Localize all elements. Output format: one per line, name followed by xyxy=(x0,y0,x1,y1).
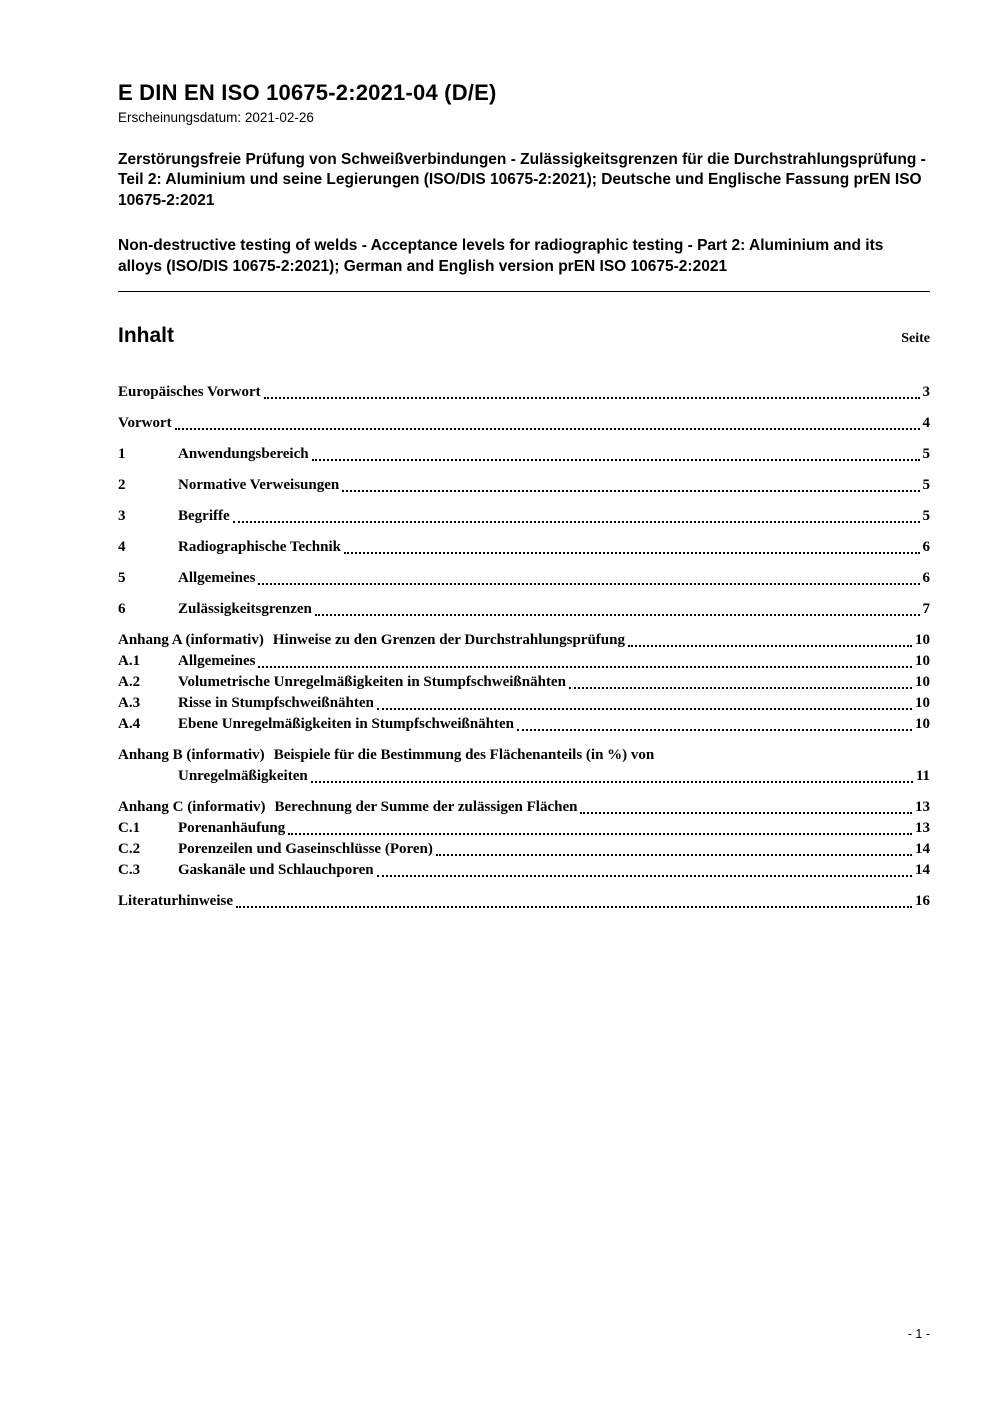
toc-entry-number: C.2 xyxy=(118,841,141,858)
toc-entry-number: 1 xyxy=(118,446,126,463)
dot-leader xyxy=(342,490,919,492)
toc-entry xyxy=(118,797,930,818)
toc-entry-label: Porenzeilen und Gaseinschlüsse (Poren) xyxy=(178,841,433,858)
dot-leader xyxy=(569,687,912,689)
toc-entry-label: Volumetrische Unregelmäßigkeiten in Stumpfschweißnähten xyxy=(178,674,566,691)
toc-entry-label: Allgemeines xyxy=(178,570,256,587)
german-title: Zerstörungsfreie Prüfung von Schweißverbindungen - Zulässigkeitsgrenzen für die Durchstrahlungsprüfung - Teil 2: Aluminium und seine Legierungen (ISO/DIS 10675-2:2021); Deutsche und Englische Fassung prEN ISO 10675-2:2021 xyxy=(118,151,926,209)
dot-leader xyxy=(344,552,920,554)
toc-page-number: 11 xyxy=(915,768,930,785)
dot-leader xyxy=(517,729,912,731)
toc-entry-label: Berechnung der Summe der zulässigen Flächen xyxy=(274,799,578,816)
toc-page-number: 10 xyxy=(915,695,930,712)
dot-leader xyxy=(264,397,920,399)
toc-entry xyxy=(118,506,930,527)
toc-entry-label: Unregelmäßigkeiten xyxy=(178,768,308,785)
dot-leader xyxy=(312,459,920,461)
toc-entry-label: Risse in Stumpfschweißnähten xyxy=(178,695,374,712)
toc-entry-number: Anhang B (informativ) xyxy=(118,747,265,764)
toc-entry-label: Literaturhinweise xyxy=(118,893,233,910)
toc-entry-number: C.3 xyxy=(118,862,141,879)
toc-heading: Inhalt xyxy=(118,324,174,348)
toc-entry-number: A.2 xyxy=(118,674,141,691)
toc-entry xyxy=(118,630,930,651)
toc-entry xyxy=(118,651,930,672)
dot-leader xyxy=(175,428,920,430)
toc-entry xyxy=(118,475,930,496)
toc-entry-label: Vorwort xyxy=(118,415,172,432)
toc-entry xyxy=(118,568,930,589)
toc-page-number: 5 xyxy=(922,508,930,525)
dot-leader xyxy=(377,875,912,877)
toc-entry-label: Gaskanäle und Schlauchporen xyxy=(178,862,374,879)
toc-entry-label: Zulässigkeitsgrenzen xyxy=(178,601,312,618)
toc-entry-number: 5 xyxy=(118,570,126,587)
dot-leader xyxy=(236,906,912,908)
toc-entry-number: 4 xyxy=(118,539,126,556)
page-column-label: Seite xyxy=(901,331,930,347)
toc-page-number: 14 xyxy=(915,841,930,858)
dot-leader xyxy=(436,854,912,856)
toc-entry-number: A.4 xyxy=(118,716,141,733)
toc-entry xyxy=(118,444,930,465)
dot-leader xyxy=(258,666,912,668)
document-title: E DIN EN ISO 10675-2:2021-04 (D/E) xyxy=(118,80,497,105)
toc-entry-number: A.1 xyxy=(118,653,141,670)
toc-header xyxy=(118,324,930,348)
table-of-contents xyxy=(118,382,930,912)
toc-entry xyxy=(118,693,930,714)
toc-entry xyxy=(118,599,930,620)
toc-page-number: 6 xyxy=(922,539,930,556)
toc-entry xyxy=(118,714,930,735)
toc-page-number: 16 xyxy=(915,893,930,910)
toc-page-number: 13 xyxy=(915,820,930,837)
toc-entry-number: A.3 xyxy=(118,695,141,712)
toc-entry-label: Normative Verweisungen xyxy=(178,477,340,494)
toc-entry xyxy=(118,382,930,403)
toc-entry-number: Anhang C (informativ) xyxy=(118,799,266,816)
publication-date: Erscheinungsdatum: 2021-02-26 xyxy=(118,110,314,125)
toc-page-number: 10 xyxy=(915,716,930,733)
english-title: Non-destructive testing of welds - Acceptance levels for radiographic testing - Part 2: Aluminium and its alloys (ISO/DIS 10675-2:2021); German and English version prEN ISO 10675-2:2021 xyxy=(118,237,884,275)
toc-entry xyxy=(118,818,930,839)
dot-leader xyxy=(315,614,920,616)
toc-entry xyxy=(118,413,930,434)
toc-entry xyxy=(118,537,930,558)
toc-entry-number: Anhang A (informativ) xyxy=(118,632,264,649)
toc-page-number: 10 xyxy=(915,653,930,670)
toc-entry-continuation xyxy=(118,766,930,787)
toc-entry-number: C.1 xyxy=(118,820,141,837)
toc-page-number: 5 xyxy=(922,446,930,463)
dot-leader xyxy=(377,708,912,710)
toc-entry-label: Allgemeines xyxy=(178,653,256,670)
toc-entry-label: Anwendungsbereich xyxy=(178,446,309,463)
toc-entry-label: Beispiele für die Bestimmung des Flächenanteils (in %) von xyxy=(273,747,655,764)
dot-leader xyxy=(258,583,919,585)
toc-entry-label: Hinweise zu den Grenzen der Durchstrahlungsprüfung xyxy=(272,632,625,649)
dot-leader xyxy=(233,521,920,523)
dot-leader xyxy=(288,833,912,835)
toc-entry-label: Ebene Unregelmäßigkeiten in Stumpfschweißnähten xyxy=(178,716,515,733)
toc-page-number: 14 xyxy=(915,862,930,879)
toc-entry-label: Europäisches Vorwort xyxy=(118,384,261,401)
toc-page-number: 13 xyxy=(915,799,930,816)
divider xyxy=(118,291,930,292)
toc-entry-label: Radiographische Technik xyxy=(178,539,341,556)
toc-page-number: 7 xyxy=(922,601,930,618)
toc-entry-number: 2 xyxy=(118,477,126,494)
dot-leader xyxy=(580,812,912,814)
toc-page-number: 5 xyxy=(922,477,930,494)
toc-page-number: 4 xyxy=(922,415,930,432)
toc-entry-number: 3 xyxy=(118,508,126,525)
toc-entry xyxy=(118,672,930,693)
toc-entry xyxy=(118,839,930,860)
toc-page-number: 10 xyxy=(915,674,930,691)
dot-leader xyxy=(628,645,912,647)
dot-leader xyxy=(311,781,913,783)
page-footer-number: - 1 - xyxy=(907,1327,930,1341)
toc-page-number: 6 xyxy=(922,570,930,587)
toc-page-number: 3 xyxy=(922,384,930,401)
toc-entry xyxy=(118,745,930,766)
toc-entry-label: Porenanhäufung xyxy=(178,820,286,837)
toc-entry xyxy=(118,860,930,881)
toc-entry-number: 6 xyxy=(118,601,126,618)
toc-entry xyxy=(118,891,930,912)
toc-page-number: 10 xyxy=(915,632,930,649)
toc-entry-label: Begriffe xyxy=(178,508,230,525)
